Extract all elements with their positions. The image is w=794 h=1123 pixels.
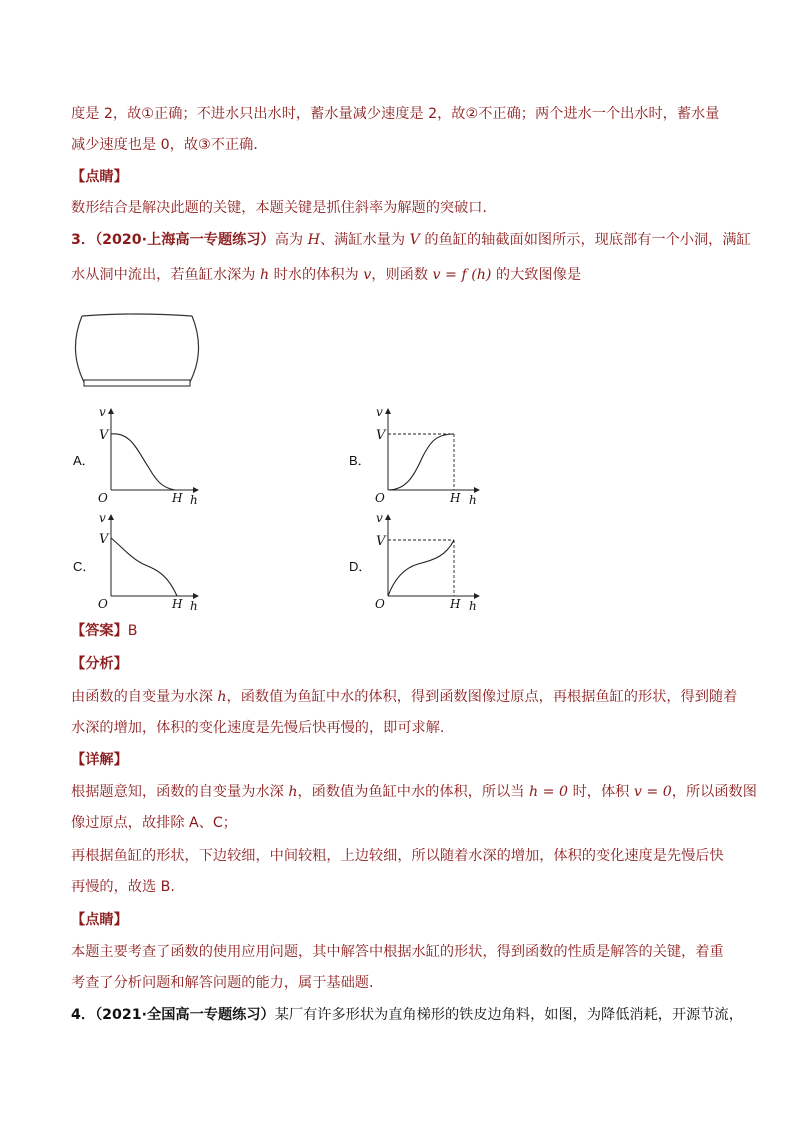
analysis-line-1: 由函数的自变量为水深 h，函数值为鱼缸中水的体积，得到函数图像过原点，再根据鱼缸的形状，得到随着 — [71, 689, 738, 705]
option-a-label: A． — [73, 453, 95, 468]
detail-line-2: 像过原点，故排除 A、C； — [71, 815, 237, 831]
answer-line: 【答案】B — [71, 623, 138, 639]
question-3-line-1: 3．（2020·上海高一专题练习）高为 H、满缸水量为 V 的鱼缸的轴截面如图所示，现底部有一个小洞，满缸 — [71, 232, 751, 248]
question-3-line-2: 水从洞中流出，若鱼缸水深为 h 时水的体积为 v，则函数 v = f (h) 的大致图像是 — [71, 267, 582, 283]
option-c-graph — [95, 511, 200, 613]
comment-line-1: 本题主要考查了函数的使用应用问题，其中解答中根据水缸的形状，得到函数的性质是解答的关键，着重 — [71, 944, 724, 960]
axis-v-label: v — [376, 511, 383, 525]
comment-tag: 【点睛】 — [71, 169, 128, 185]
height-label: H — [450, 597, 461, 611]
analysis-line-2: 水深的增加，体积的变化速度是先慢后快再慢的，即可求解. — [71, 720, 445, 736]
option-c-label: C． — [73, 559, 96, 574]
origin-label: O — [98, 597, 108, 611]
detail-line-1: 根据题意知，函数的自变量为水深 h，函数值为鱼缸中水的体积，所以当 h = 0 时，体积 v = 0，所以函数图 — [71, 784, 757, 800]
comment-line-2: 考查了分析问题和解答问题的能力，属于基础题. — [71, 975, 374, 991]
axis-h-label: h — [190, 493, 198, 507]
option-d-graph — [372, 511, 482, 613]
axis-v-label: v — [99, 405, 106, 419]
comment-text: 数形结合是解决此题的关键，本题关键是抓住斜率为解题的突破口． — [71, 200, 497, 216]
capacity-label: V — [376, 428, 386, 443]
option-d-label: D． — [349, 559, 372, 574]
option-b-graph — [372, 405, 482, 507]
height-label: H — [172, 491, 183, 505]
axis-v-label: v — [99, 511, 106, 525]
comment-tag: 【点睛】 — [71, 912, 128, 928]
capacity-label: V — [99, 532, 109, 547]
detail-tag: 【详解】 — [71, 752, 128, 768]
fish-tank-figure — [72, 312, 204, 388]
axis-v-label: v — [376, 405, 383, 419]
axis-h-label: h — [469, 493, 477, 507]
option-b-label: B． — [349, 453, 371, 468]
analysis-tag: 【分析】 — [71, 656, 128, 672]
origin-label: O — [375, 597, 385, 611]
axis-h-label: h — [190, 599, 198, 613]
detail-line-3: 再根据鱼缸的形状，下边较细，中间较粗，上边较细，所以随着水深的增加，体积的变化速度是先慢后快 — [71, 848, 724, 864]
height-label: H — [450, 491, 461, 505]
capacity-label: V — [99, 428, 109, 443]
question-4-line-1: 4．（2021·全国高一专题练习）某厂有许多形状为直角梯形的铁皮边角料，如图，为降低消耗，开源节流， — [71, 1007, 743, 1023]
height-label: H — [172, 597, 183, 611]
answer-value: B — [127, 623, 138, 639]
option-a-graph — [95, 405, 200, 507]
origin-label: O — [375, 491, 385, 505]
paragraph-line: 减少速度也是 0，故③不正确． — [71, 137, 268, 153]
paragraph-line: 度是 2，故①正确；不进水只出水时，蓄水量减少速度是 2，故②不正确；两个进水一个出水时，蓄水量 — [71, 106, 720, 122]
detail-line-4: 再慢的，故选 B. — [71, 879, 175, 895]
capacity-label: V — [376, 534, 386, 549]
origin-label: O — [98, 491, 108, 505]
axis-h-label: h — [469, 599, 477, 613]
